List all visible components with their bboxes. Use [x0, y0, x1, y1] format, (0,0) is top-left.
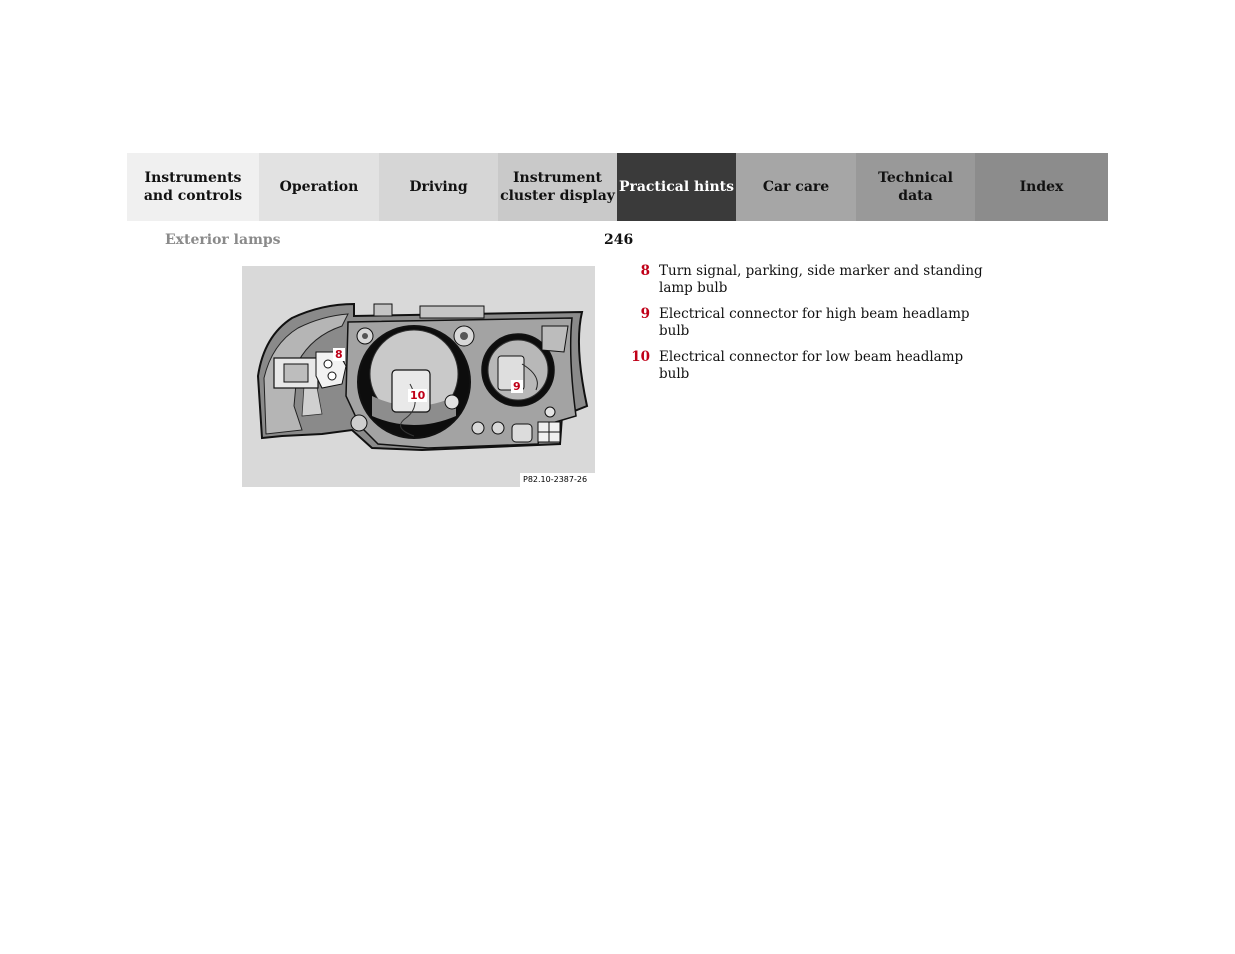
tab-operation[interactable]: Operation: [259, 153, 379, 221]
tab-practical-hints[interactable]: Practical hints: [617, 153, 736, 221]
headlamp-illustration: [242, 266, 595, 487]
page-number: 246: [604, 232, 634, 248]
legend-item: [630, 263, 990, 297]
tab-index[interactable]: Index: [975, 153, 1108, 221]
callout-9: 9: [513, 380, 521, 393]
tab-instrument-cluster-display[interactable]: Instrument cluster display: [498, 153, 617, 221]
headlamp-drawing: [242, 266, 595, 487]
tab-instruments-and-controls[interactable]: Instruments and controls: [127, 153, 259, 221]
legend-number: 8: [640, 263, 650, 279]
callout-8: 8: [335, 348, 343, 361]
section-title: Exterior lamps: [165, 232, 281, 248]
callout-10: 10: [410, 389, 426, 402]
callout-legend: [630, 263, 990, 392]
legend-number: 9: [640, 306, 650, 322]
tab-driving[interactable]: Driving: [379, 153, 498, 221]
legend-item: [630, 306, 990, 340]
chapter-nav: [127, 153, 1108, 221]
legend-text: Turn signal, parking, side marker and standing lamp bulb: [659, 263, 983, 296]
tab-technical-data[interactable]: Technical data: [856, 153, 975, 221]
tab-car-care[interactable]: Car care: [736, 153, 856, 221]
legend-text: Electrical connector for high beam headlamp bulb: [659, 306, 970, 339]
legend-item: [630, 349, 990, 383]
figure-code: P82.10-2387-26: [520, 473, 595, 487]
legend-number: 10: [631, 349, 650, 365]
legend-text: Electrical connector for low beam headlamp bulb: [659, 349, 964, 382]
